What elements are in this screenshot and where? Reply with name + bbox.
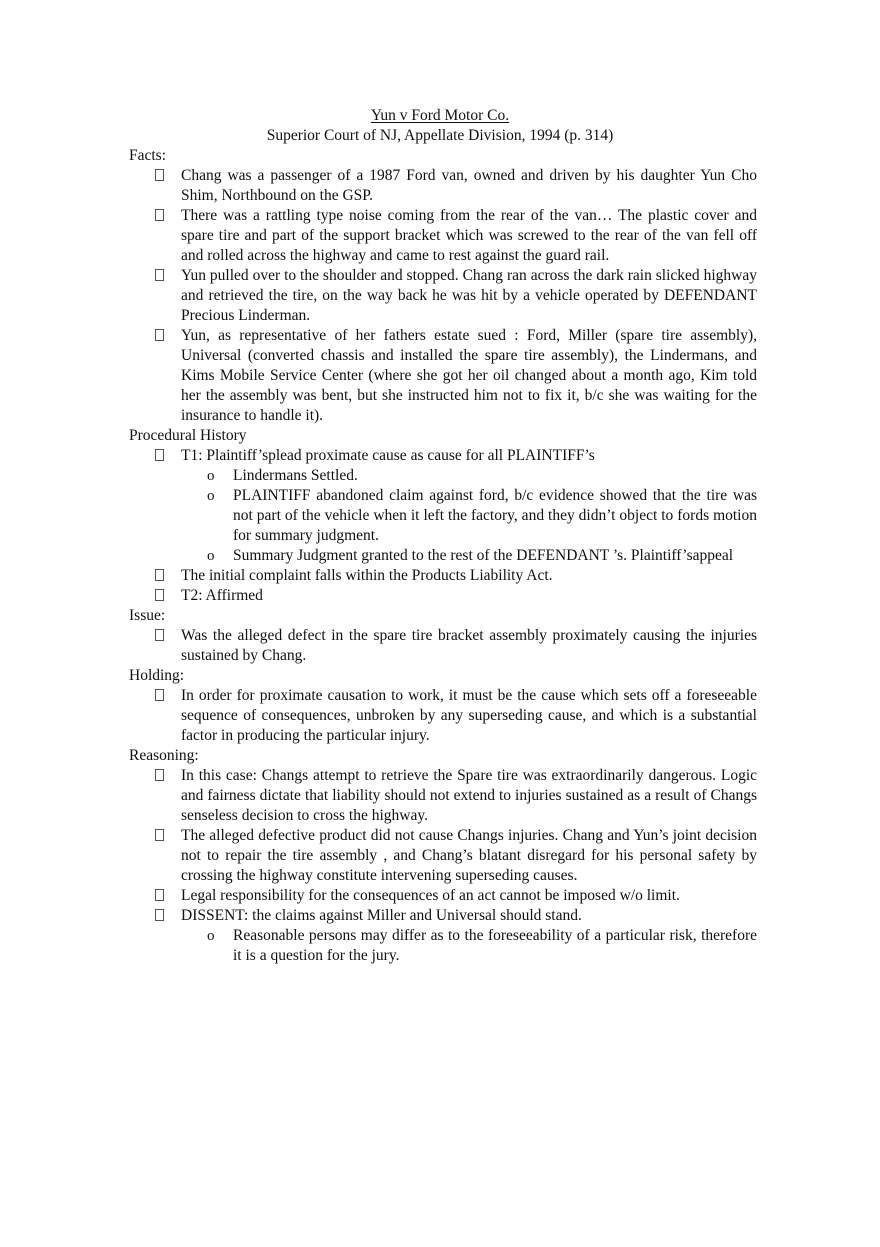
facts-item: Yun pulled over to the shoulder and stopped. Chang ran across the dark rain slicked highway and retrieved the tire, on the way back he was hit by a vehicle operated by DEFENDANT Precious Linderman.	[129, 266, 757, 326]
procedural-sub-item: o PLAINTIFF abandoned claim against ford, b/c evidence showed that the tire was not part of the vehicle when it left the factory, and they didn’t object to fords motion for summary judgment.	[207, 487, 757, 544]
facts-item: Chang was a passenger of a 1987 Ford van, owned and driven by his daughter Yun Cho Shim, Northbound on the GSP.	[129, 166, 757, 206]
bullet-box-icon	[155, 169, 164, 181]
facts-item: Yun, as representative of her fathers estate sued : Ford, Miller (spare tire assembly), Universal (converted chassis and installed the spare tire assembly), the Lindermans, and Kims Mobile Service Center (where she got her oil changed about a month ago, Kim told her the assembly was bent, but she instructed him not to fix it, b/c she was waiting for the insurance to handle it).	[129, 326, 757, 426]
procedural-item: The initial complaint falls within the Products Liability Act.	[129, 566, 757, 586]
reasoning-heading: Reasoning:	[129, 747, 199, 764]
bullet-box-icon	[155, 589, 164, 601]
dissent-sub-item: o Reasonable persons may differ as to the foreseeability of a particular risk, therefore it is a question for the jury.	[207, 927, 757, 964]
circle-bullet-icon: o	[207, 468, 215, 484]
issue-item: Was the alleged defect in the spare tire bracket assembly proximately causing the injuries sustained by Chang.	[129, 626, 757, 666]
bullet-box-icon	[155, 769, 164, 781]
facts-item: There was a rattling type noise coming from the rear of the van… The plastic cover and spare tire and part of the support bracket which was screwed to the rear of the van fell off and rolled across the highway and came to rest against the guard rail.	[129, 206, 757, 266]
facts-heading: Facts:	[129, 147, 167, 164]
bullet-box-icon	[155, 209, 164, 221]
bullet-box-icon	[155, 449, 164, 461]
procedural-heading: Procedural History	[129, 427, 247, 444]
bullet-box-icon	[155, 569, 164, 581]
procedural-item: T1: Plaintiff’splead proximate cause as cause for all PLAINTIFF’s	[129, 446, 757, 466]
reasoning-item: Legal responsibility for the consequences of an act cannot be imposed w/o limit.	[129, 886, 757, 906]
circle-bullet-icon: o	[207, 928, 215, 944]
procedural-item: T2: Affirmed	[129, 586, 757, 606]
procedural-sub-item: o Summary Judgment granted to the rest of the DEFENDANT ’s. Plaintiff’sappeal	[207, 547, 734, 564]
holding-item: In order for proximate causation to work, it must be the cause which sets off a foreseeable sequence of consequences, unbroken by any superseding cause, and which is a substantial factor in producing the particular injury.	[129, 686, 757, 746]
case-title: Yun v Ford Motor Co.	[370, 107, 510, 124]
bullet-box-icon	[155, 269, 164, 281]
procedural-sub-item: o Lindermans Settled.	[207, 467, 358, 484]
bullet-box-icon	[155, 829, 164, 841]
reasoning-item: DISSENT: the claims against Miller and Universal should stand.	[129, 906, 757, 926]
bullet-box-icon	[155, 689, 164, 701]
bullet-box-icon	[155, 889, 164, 901]
bullet-box-icon	[155, 329, 164, 341]
court-citation: Superior Court of NJ, Appellate Division, 1994 (p. 314)	[266, 127, 614, 144]
holding-heading: Holding:	[129, 667, 185, 684]
circle-bullet-icon: o	[207, 488, 215, 504]
reasoning-item: The alleged defective product did not cause Changs injuries. Chang and Yun’s joint decision not to repair the tire assembly , and Chang’s blatant disregard for his personal safety by crossing the highway constitute intervening superseding causes.	[129, 826, 757, 886]
bullet-box-icon	[155, 909, 164, 921]
bullet-box-icon	[155, 629, 164, 641]
circle-bullet-icon: o	[207, 548, 215, 564]
case-brief-body	[129, 146, 757, 966]
issue-heading: Issue:	[129, 607, 166, 624]
reasoning-item: In this case: Changs attempt to retrieve the Spare tire was extraordinarily dangerous. Logic and fairness dictate that liability should not extend to injuries sustained as a result of Changs senseless decision to cross the highway.	[129, 766, 757, 826]
